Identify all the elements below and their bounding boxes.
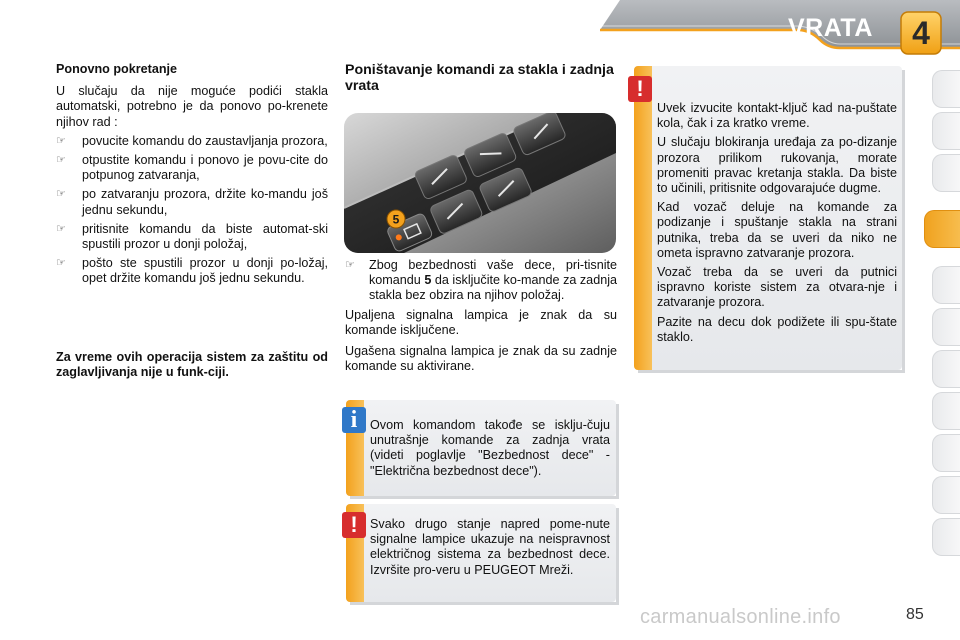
page-title: VRATA [788, 14, 873, 42]
hand-pointer-icon: ☞ [56, 154, 66, 167]
list-item: ☞ otpustite komandu i ponovo je povu-cite do potpunog zatvaranja, [56, 153, 328, 183]
child-lock-section [345, 258, 617, 380]
intro-paragraph: U slučaju da nije moguće podići stakla automatski, potrebno je da ponovo po-krenete njihov rad : [56, 84, 328, 129]
lamp-on-paragraph: Upaljena signalna lampica je znak da su komande isključene. [345, 307, 617, 337]
warning-paragraph: Uvek izvucite kontakt-ključ kad na-puštate kola, čak i za kratko vreme. [657, 101, 897, 131]
chapter-tab[interactable] [932, 392, 960, 430]
chapter-tab[interactable] [932, 266, 960, 304]
anti-pinch-warning: Za vreme ovih operacija sistem za zaštitu od zaglavljivanja nije u funk-ciji. [56, 350, 328, 380]
chapter-tab[interactable] [932, 70, 960, 108]
chapter-tab[interactable] [932, 518, 960, 556]
page-number: 85 [906, 606, 924, 623]
list-item: ☞ pritisnite komandu da biste automat-ski spustili prozor u donji položaj, [56, 221, 328, 252]
list-item: ☞ po zatvaranju prozora, držite ko-mandu još jednu sekundu, [56, 187, 328, 217]
chapter-tabs [924, 66, 960, 576]
chapter-tab[interactable] [932, 476, 960, 514]
chapter-tab[interactable] [932, 434, 960, 472]
info-note-text: Ovom komandom takođe se isklju-čuju unutrašnje komande za zadnja vrata (videti poglavlje "Bezbednost dece" - "Električna bezbednost dece"). [370, 418, 610, 478]
warning-note-text: Svako drugo stanje napred pome-nute signalne lampice ukazuje na neispravnost električnog sistema za bezbednost dece. Izvršite pro-veru u PEUGEOT Mreži. [370, 517, 610, 577]
info-icon: i [342, 407, 366, 433]
chapter-tab[interactable] [932, 350, 960, 388]
chapter-tab-active[interactable] [924, 210, 960, 248]
warning-paragraph: Kad vozač deluje na komande za podizanje i spuštanje stakla na strani putnika, treba da se uveri da niko ne ometa ispravno zatvaranje prozora. [657, 200, 897, 260]
section-heading: Poništavanje komandi za stakla i zadnja vrata [345, 62, 614, 94]
list-item: ☞ povucite komandu do zaustavljanja prozora, [56, 133, 328, 148]
list-item: ☞ pošto ste spustili prozor u donji po-ložaj, opet držite komandu još jednu sekundu. [56, 256, 328, 286]
warning-paragraph: U slučaju blokiranja uređaja za po-dizanje prozora prilikom rukovanja, morate promeniti pravac kretanja stakla. Da biste to učinili, pritisnite odgovarajuće dugme. [657, 135, 897, 196]
safety-warning-text [657, 101, 897, 349]
section-heading: Ponovno pokretanje [56, 62, 178, 76]
restart-section [56, 62, 328, 291]
warning-icon: ! [628, 76, 652, 102]
warning-icon: ! [342, 512, 366, 538]
warning-paragraph: Vozač treba da se uveri da putnici ispravno koriste sistem za otvara-nje i zatvaranje prozora. [657, 265, 897, 310]
hand-pointer-icon: ☞ [56, 134, 66, 147]
hand-pointer-icon: ☞ [56, 188, 66, 201]
watermark: carmanualsonline.info [640, 606, 841, 628]
hand-pointer-icon: ☞ [345, 259, 355, 271]
hand-pointer-icon: ☞ [56, 257, 66, 270]
list-item: ☞ Zbog bezbednosti vaše dece, pri-tisnite komandu 5 da isključite ko-mande za zadnja stakla bez obzira na njihov položaj. [345, 258, 618, 303]
chapter-tab[interactable] [932, 154, 960, 192]
photo-callout-number: 5 [392, 212, 400, 227]
chapter-tab[interactable] [932, 112, 960, 150]
chapter-number: 4 [912, 15, 930, 51]
chapter-tab[interactable] [932, 308, 960, 346]
lamp-off-paragraph: Ugašena signalna lampica je znak da su zadnje komande su aktivirane. [345, 344, 617, 374]
window-switch-panel-photo [344, 113, 616, 253]
warning-paragraph: Pazite na decu dok podižete ili spu-štate staklo. [657, 314, 897, 344]
hand-pointer-icon: ☞ [56, 222, 66, 235]
